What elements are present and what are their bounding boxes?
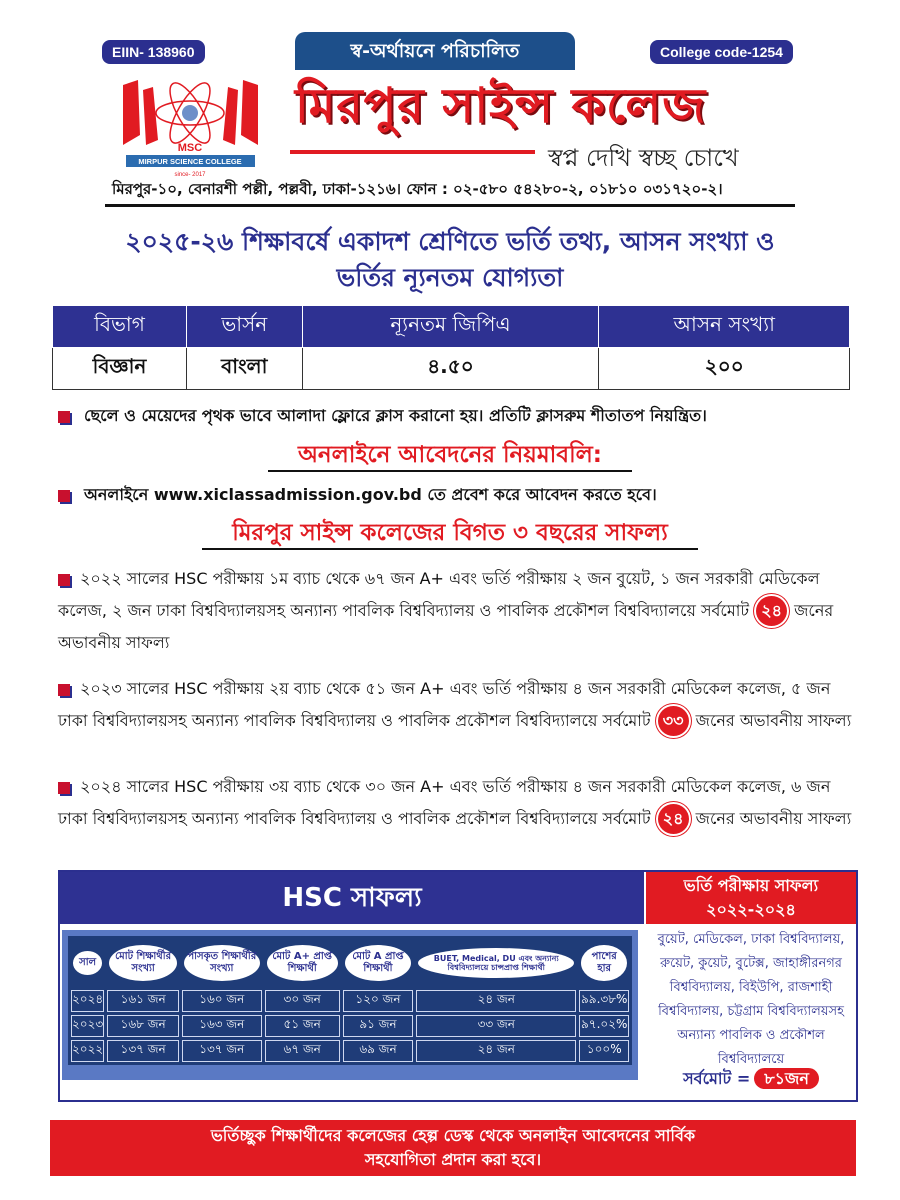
cell: ৩০ জন xyxy=(265,990,340,1012)
note-text: ছেলে ও মেয়েদের পৃথক ভাবে আলাদা ফ্লোরে ক্লাস করানো হয়। প্রতিটি ক্লাসরুম শীতাতপ নিয়ন্ত্রিত। xyxy=(84,406,707,425)
header-divider xyxy=(105,204,795,207)
cell: ১৬০ জন xyxy=(182,990,262,1012)
cell: ২০০ xyxy=(599,348,850,390)
table-row xyxy=(71,1015,629,1037)
cell: ১৬১ জন xyxy=(107,990,179,1012)
col-header: পাসকৃত শিক্ষার্থীর সংখ্যা xyxy=(184,945,260,981)
bullet-icon xyxy=(58,684,70,696)
cell: ২০২৪ xyxy=(71,990,104,1012)
bullet-icon xyxy=(58,490,70,502)
admission-success-header: ভর্তি পরীক্ষায় সাফল্য ২০২২-২০২৪ xyxy=(646,872,856,924)
cell: ৬৭ জন xyxy=(265,1040,340,1062)
college-code-badge: College code-1254 xyxy=(650,40,793,64)
admission-total: সর্বমোট = ৮১জন xyxy=(648,1066,854,1093)
self-financed-tag: স্ব-অর্থায়নে পরিচালিত xyxy=(295,32,575,70)
eiin-badge: EIIN- 138960 xyxy=(102,40,205,64)
cell: ১২০ জন xyxy=(343,990,413,1012)
col-header: আসন সংখ্যা xyxy=(599,306,850,348)
success-item-2024: ২০২৪ সালের HSC পরীক্ষায় ৩য় ব্যাচ থেকে ৩০ জন A+ এবং ভর্তি পরীক্ষায় ৪ জন সরকারী মেডিকেল কলেজ, ৬ জন ঢাকা বিশ্ববিদ্যালয়সহ অন্যান্য পাবলিক বিশ্ববিদ্যালয় ও পাবলিক প্রকৌশল বিশ্ববিদ্যালয়ে সর্বমোট ২৪ জনের অভাবনীয় সাফল্য xyxy=(58,772,858,836)
seat-table xyxy=(52,305,850,390)
cell: বাংলা xyxy=(186,348,302,390)
admission-heading-line1: ২০২৫-২৬ শিক্ষাবর্ষে একাদশ শ্রেণিতে ভর্তি তথ্য, আসন সংখ্যা ও xyxy=(125,227,775,256)
total-badge: ৮১জন xyxy=(754,1068,819,1089)
bullet-icon xyxy=(58,574,70,586)
cell: ৯১ জন xyxy=(343,1015,413,1037)
col-header: BUET, Medical, DU এবং অন্যান্য বিশ্ববিদ্যালয়ে চান্সপ্রাপ্ত শিক্ষার্থী xyxy=(418,948,574,978)
hsc-table-panel xyxy=(62,930,638,1080)
hsc-title: HSC সাফল্য xyxy=(60,872,644,924)
slogan: স্বপ্ন দেখি স্বচ্ছ চোখে xyxy=(548,144,739,172)
cell: ১৩৭ জন xyxy=(182,1040,262,1062)
col-header: বিভাগ xyxy=(53,306,187,348)
cell: ৫১ জন xyxy=(265,1015,340,1037)
cell: ২৪ জন xyxy=(416,990,576,1012)
online-rule-item xyxy=(58,482,657,509)
svg-text:since- 2017: since- 2017 xyxy=(174,172,206,178)
cell: ১৬৩ জন xyxy=(182,1015,262,1037)
admission-success-text: বুয়েট, মেডিকেল, ঢাকা বিশ্ববিদ্যালয়, রুয়েট, কুয়েট, বুটেক্স, জাহাঙ্গীরনগর বিশ্ববিদ্যালয়, বিইউপি, রাজশাহী বিশ্ববিদ্যালয়, চট্টগ্রাম বিশ্ববিদ্যালয়সহ অন্যান্য পাবলিক ও প্রকৌশল বিশ্ববিদ্যালয়ে xyxy=(657,932,845,1067)
cell: ২০২২ xyxy=(71,1040,104,1062)
col-header: পাশের হার xyxy=(581,945,627,981)
address: মিরপুর-১০, বেনারশী পল্লী, পল্লবী, ঢাকা-১২১৬। ফোন : ০২-৫৮০ ৫৪২৮০-২, ০১৮১০ ০৩১৭২০-২। xyxy=(112,180,723,198)
online-rule-text: অনলাইনে www.xiclassadmission.gov.bd তে প্রবেশ করে আবেদন করতে হবে। xyxy=(84,485,657,504)
online-heading: অনলাইনে আবেদনের নিয়মাবলি: xyxy=(0,436,900,475)
cell: ১৬৮ জন xyxy=(107,1015,179,1037)
success-item-2023: ২০২৩ সালের HSC পরীক্ষায় ২য় ব্যাচ থেকে ৫১ জন A+ এবং ভর্তি পরীক্ষায় ৪ জন সরকারী মেডিকেল কলেজ, ৫ জন ঢাকা বিশ্ববিদ্যালয়সহ অন্যান্য পাবলিক বিশ্ববিদ্যালয় ও পাবলিক প্রকৌশল বিশ্ববিদ্যালয়ে সর্বমোট ৩৩ জনের অভাবনীয় সাফল্য xyxy=(58,674,858,738)
title-underline xyxy=(290,150,535,154)
cell: ৪.৫০ xyxy=(302,348,599,390)
total-badge: ৩৩ xyxy=(656,704,691,738)
cell: ২৪ জন xyxy=(416,1040,576,1062)
cell: ১০০% xyxy=(579,1040,629,1062)
table-row xyxy=(71,990,629,1012)
total-badge: ২৪ xyxy=(656,802,691,836)
svg-text:MIRPUR SCIENCE COLLEGE: MIRPUR SCIENCE COLLEGE xyxy=(138,157,242,166)
hsc-table xyxy=(68,936,632,1065)
college-title: মিরপুর সাইন্স কলেজ xyxy=(295,78,707,134)
footer-banner: ভর্তিচ্ছুক শিক্ষার্থীদের কলেজের হেল্প ডেস্ক থেকে অনলাইন আবেদনের সার্বিক সহযোগিতা প্রদান করা হবে। xyxy=(50,1120,856,1176)
note-item xyxy=(58,403,707,430)
total-badge: ২৪ xyxy=(754,594,789,628)
cell: ৩৩ জন xyxy=(416,1015,576,1037)
college-logo xyxy=(118,75,263,180)
bullet-icon xyxy=(58,782,70,794)
col-header: মোট A+ প্রাপ্ত শিক্ষার্থী xyxy=(267,945,338,981)
cell: ৯৯.৩৮% xyxy=(579,990,629,1012)
cell: ২০২৩ xyxy=(71,1015,104,1037)
cell: বিজ্ঞান xyxy=(53,348,187,390)
cell: ১৩৭ জন xyxy=(107,1040,179,1062)
cell: ৯৭.০২% xyxy=(579,1015,629,1037)
col-header: মোট A প্রাপ্ত শিক্ষার্থী xyxy=(345,945,411,981)
bullet-icon xyxy=(58,411,70,423)
col-header: ন্যূনতম জিপিএ xyxy=(302,306,599,348)
success-item-2022: ২০২২ সালের HSC পরীক্ষায় ১ম ব্যাচ থেকে ৬৭ জন A+ এবং ভর্তি পরীক্ষায় ২ জন বুয়েট, ১ জন সরকারী মেডিকেল কলেজ, ২ জন ঢাকা বিশ্ববিদ্যালয়সহ অন্যান্য পাবলিক বিশ্ববিদ্যালয় ও পাবলিক প্রকৌশল বিশ্ববিদ্যালয়ে সর্বমোট ২৪ জনের অভাবনীয় সাফল্য xyxy=(58,569,834,652)
col-header: মোট শিক্ষার্থীর সংখ্যা xyxy=(109,945,177,981)
cell: ৬৯ জন xyxy=(343,1040,413,1062)
table-row xyxy=(71,1040,629,1062)
admission-heading-line2: ভর্তির ন্যূনতম যোগ্যতা xyxy=(336,263,564,292)
success-heading: মিরপুর সাইন্স কলেজের বিগত ৩ বছরের সাফল্য xyxy=(0,514,900,553)
svg-text:MSC: MSC xyxy=(177,142,203,154)
col-header: সাল xyxy=(73,951,102,975)
col-header: ভার্সন xyxy=(186,306,302,348)
